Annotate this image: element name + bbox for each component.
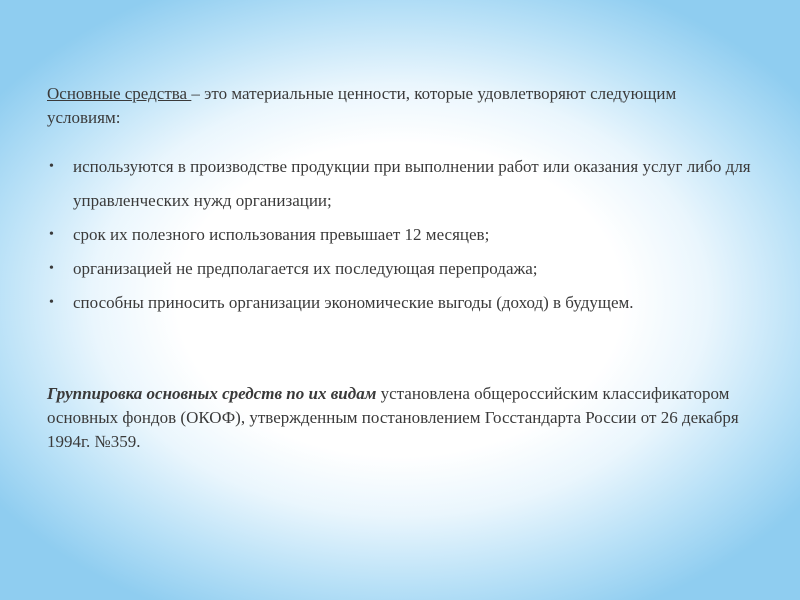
bullet-icon: •: [49, 227, 54, 242]
bullet-icon: •: [49, 261, 54, 276]
condition-text: организацией не предполагается их последующая перепродажа;: [73, 259, 538, 278]
condition-item: [47, 286, 767, 320]
condition-text: способны приносить организации экономические выгоды (доход) в будущем.: [73, 293, 634, 312]
definition-paragraph: [47, 82, 747, 130]
conditions-list: [47, 150, 767, 320]
condition-item: [47, 252, 767, 286]
condition-item: [47, 150, 767, 218]
condition-text: срок их полезного использования превышает 12 месяцев;: [73, 225, 490, 244]
bullet-icon: •: [49, 295, 54, 310]
grouping-text: установлена общероссийским классификатором основных фондов (ОКОФ), утвержденным постановлением Госстандарта России от 26 декабря 1994г. №359.: [47, 384, 739, 451]
definition-term: Основные средства: [47, 84, 192, 103]
bullet-icon: •: [49, 159, 54, 174]
grouping-lead: Группировка основных средств по их видам: [47, 384, 377, 403]
condition-text: используются в производстве продукции при выполнении работ или оказания услуг либо для управленческих нужд организации;: [73, 157, 751, 210]
definition-text: – это материальные ценности, которые удовлетворяют следующим условиям:: [47, 84, 677, 127]
grouping-paragraph: [47, 382, 747, 454]
condition-item: [47, 218, 767, 252]
